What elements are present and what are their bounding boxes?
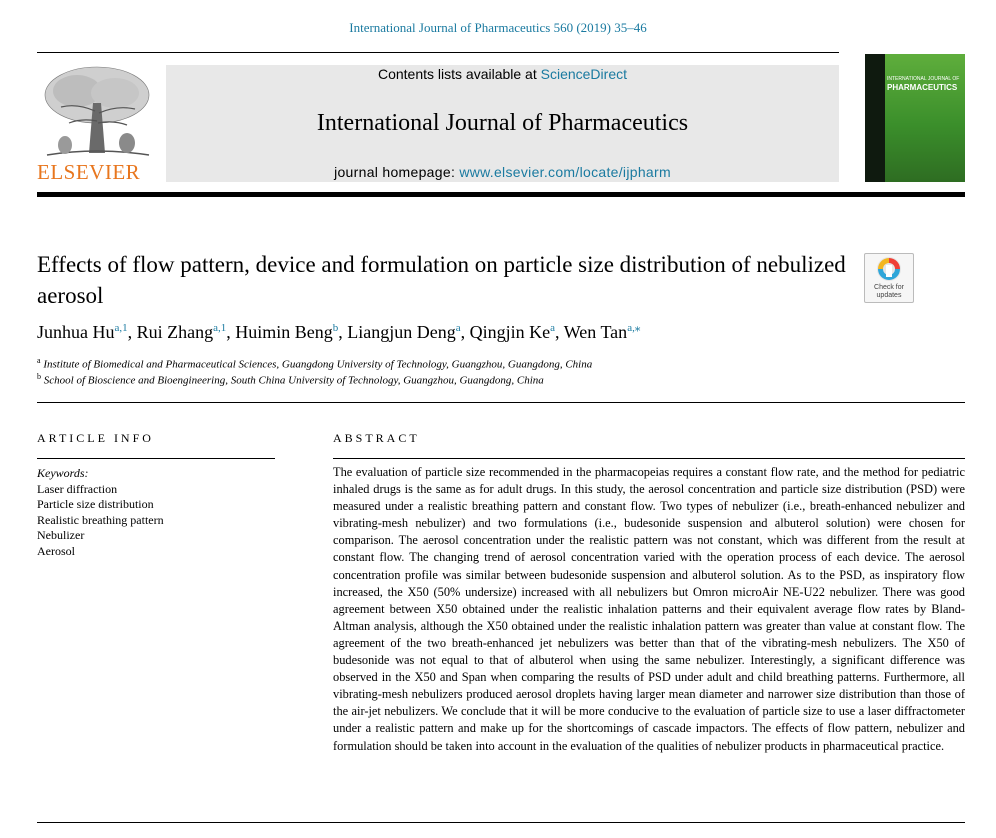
crossmark-icon	[865, 254, 913, 284]
section-rule	[37, 402, 965, 403]
top-rule	[37, 52, 839, 53]
cover-strip	[865, 54, 885, 182]
keyword: Nebulizer	[37, 528, 85, 542]
keyword: Laser diffraction	[37, 481, 118, 496]
article-info-rule	[37, 458, 275, 459]
abstract-heading: ABSTRACT	[333, 431, 420, 445]
sciencedirect-link[interactable]: ScienceDirect	[540, 66, 627, 82]
elsevier-wordmark: ELSEVIER	[37, 160, 141, 184]
crossmark-label	[865, 284, 913, 300]
keywords-label: Keywords:	[37, 466, 89, 480]
keyword: Aerosol	[37, 543, 75, 558]
cover-title-line2: PHARMACEUTICS	[887, 83, 958, 92]
author[interactable]: Liangjun Deng$^a$	[347, 322, 461, 342]
author[interactable]: Junhua Hu$^{a,1}$	[37, 322, 128, 342]
author[interactable]: Qingjin Ke$^a$	[469, 322, 556, 342]
author-list: Junhua Hu$^{a,1}$, Rui Zhang$^{a,1}$, Huimin Beng$^b$, Liangjun Deng$^a$, Qingjin Ke$^a$, Wen Tan$^{a,⁎}$	[37, 322, 641, 342]
contents-prefix: Contents lists available at	[377, 66, 541, 82]
journal-reference[interactable]: International Journal of Pharmaceutics 560 (2019) 35–46	[349, 20, 647, 35]
article-title: Effects of flow pattern, device and formulation on particle size distribution of nebulized aerosol	[37, 252, 846, 308]
affiliation-a: $^a$ Institute of Biomedical and Pharmaceutical Sciences, Guangdong University of Technology, Guangzhou, Guangdong, China	[37, 356, 593, 371]
author[interactable]: Wen Tan$^{a,⁎}$	[563, 322, 641, 342]
author[interactable]: Huimin Beng$^b$	[235, 322, 339, 342]
abstract-rule	[333, 458, 965, 459]
crossmark-line1: Check for	[874, 284, 904, 291]
homepage-line	[166, 164, 839, 180]
journal-name: International Journal of Pharmaceutics	[316, 110, 689, 136]
homepage-link[interactable]: www.elsevier.com/locate/ijpharm	[459, 164, 671, 180]
bottom-rule	[37, 822, 965, 823]
contents-line	[166, 66, 839, 82]
cover-title-line1: INTERNATIONAL JOURNAL OF	[887, 76, 960, 82]
check-for-updates-badge[interactable]	[864, 253, 914, 303]
header-thick-rule	[37, 192, 965, 197]
article-info-heading: ARTICLE INFO	[37, 431, 154, 445]
journal-masthead	[166, 65, 839, 182]
affiliation-b: $^b$ School of Bioscience and Bioengineering, South China University of Technology, Guangzhou, Guangdong, China	[37, 372, 544, 387]
journal-cover-image[interactable]	[865, 54, 965, 182]
keyword: Particle size distribution	[37, 497, 154, 511]
abstract-text: The evaluation of particle size recommended in the pharmacopeias requires a constant flow rate, and the method for pediatric inhaled drugs is the same as for adult drugs. In this study, the aerosol concentration and particle size distribution (PSD) were measured under a realistic breathing pattern and constant flow. Two types of nebulizer (i.e., breath-enhanced nebulizer and vibrating-mesh nebulizer) and two formulations (i.e., budesonide suspension and albuterol solution) were chosen for comparison. The aerosol concentration under the realistic pattern was not constant, which was different from the result at constant flow. The changing trend of aerosol concentration varied with the operation process of each device. The aerosol concentration profile was similar between budesonide suspension and albuterol solution. As to the PSD, as inspiratory flow increased, the X50 (50% undersize) increased with all nebulizers but Omron microAir NE-U22 nebulizer. There was good agreement between X50 obtained under the realistic inhalation patterns and their equivalent average flow rates by Bland-Altman analysis, although the X50 obtained under the realistic inhalation pattern was greater than value at constant flow. The agreement of the two breath-enhanced jet nebulizers was better than that of the vibrating-mesh nebulizers. The X50 of budesonide was not equal to that of albuterol when using the same nebulizer. Interestingly, a significant difference was observed in the X50 and Span when comparing the results of PSD under adult and child breathing patterns. Furthermore, all vibrating-mesh nebulizers produced aerosol droplets having larger mean diameter and narrower size distribution than those of the air-jet nebulizers. We conclude that it will be more conducive to the evaluation of particle size to use a laser diffractometer under a realistic pattern and make up for the shortcomings of cascade impactors. The effects of flow pattern, nebulizer and formulation should be taken into account in the evaluation of the qualities of nebulizer products in pharmaceutical practice.	[333, 465, 965, 753]
keywords-block	[37, 466, 164, 559]
crossmark-line2: updates	[876, 292, 902, 299]
author[interactable]: Rui Zhang$^{a,1}$	[136, 322, 227, 342]
keyword: Realistic breathing pattern	[37, 512, 164, 527]
homepage-prefix: journal homepage:	[334, 164, 460, 180]
